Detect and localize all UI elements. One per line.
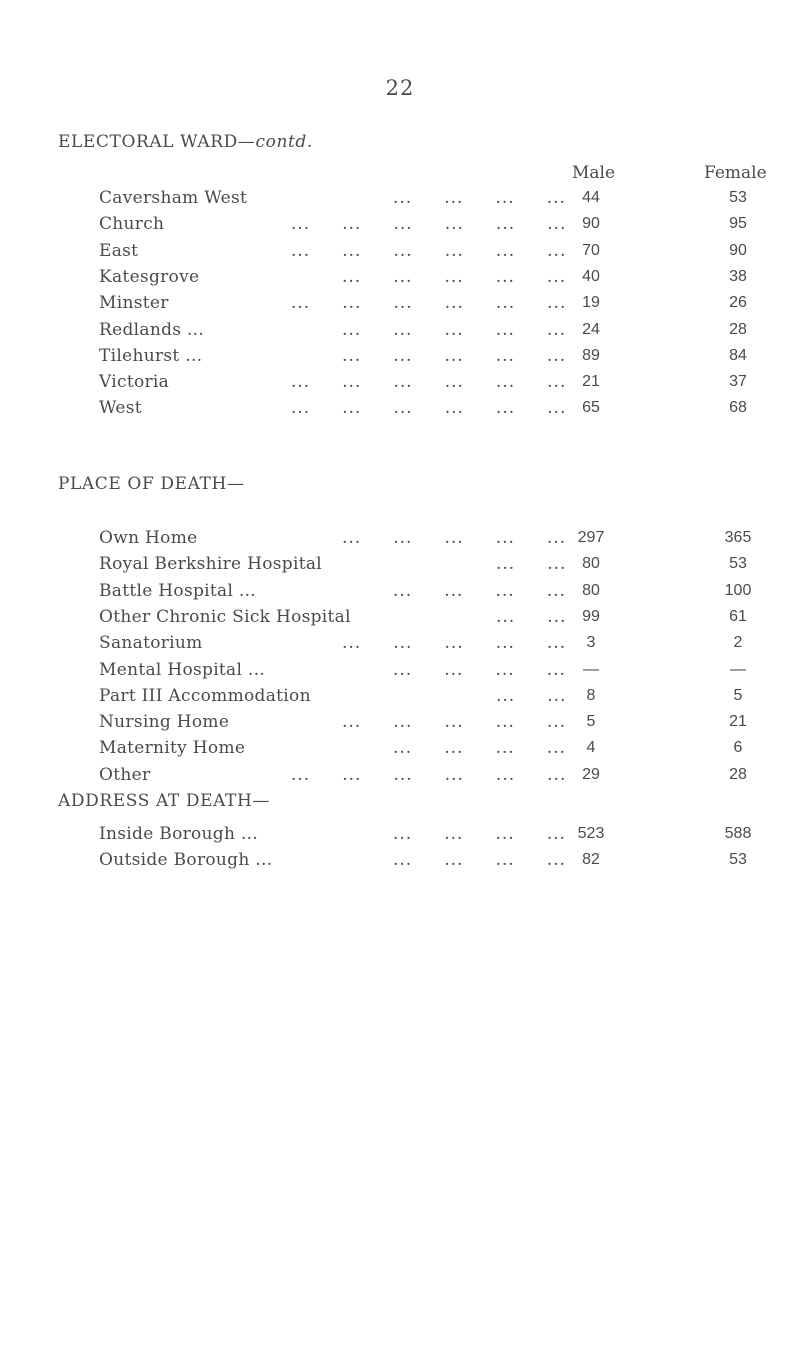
leader-dots: ... ... ... ... ... ...: [291, 214, 567, 235]
male-count: —: [583, 660, 599, 678]
male-count: 44: [582, 189, 600, 206]
leader-dots: ... ... ... ...: [393, 580, 566, 601]
row-label: Church: [99, 214, 165, 235]
leader-dots: ... ... ... ... ... ...: [291, 372, 567, 393]
leader-dots: ... ... ... ...: [393, 188, 566, 208]
leader-dots: ... ... ... ... ...: [342, 266, 567, 287]
leader-dots: ... ... ... ... ...: [342, 319, 567, 340]
row-label: Mental Hospital ...: [99, 659, 266, 680]
leader-dots: ... ... ... ... ...: [342, 712, 567, 733]
leader-dots: ... ...: [496, 554, 567, 575]
male-count: 29: [582, 765, 600, 783]
electoral-ward-heading-contd: contd.: [255, 132, 313, 152]
row-label: Outside Borough ...: [99, 850, 273, 871]
row-label: Nursing Home: [99, 712, 230, 733]
male-count: 65: [582, 399, 600, 417]
female-count: 28: [729, 320, 747, 338]
male-count: 8: [586, 686, 596, 704]
female-count: 37: [729, 373, 747, 391]
female-count: 100: [724, 581, 752, 599]
leader-dots: ... ...: [496, 606, 567, 627]
page-number: 22: [385, 76, 415, 100]
male-count: 90: [582, 215, 600, 233]
table-row: [0, 395, 800, 421]
female-count: 95: [729, 215, 747, 233]
leader-dots: ... ... ... ... ... ...: [291, 240, 567, 261]
table-row: [0, 630, 800, 656]
male-count: 80: [582, 581, 600, 599]
row-label: East: [99, 240, 139, 261]
row-label: Part III Accommodation: [99, 685, 311, 706]
leader-dots: ... ... ... ...: [393, 824, 566, 844]
table-row: [0, 238, 800, 264]
male-count: 4: [586, 739, 596, 757]
table-row: [0, 762, 800, 788]
electoral-ward-heading-text: ELECTORAL WARD—: [58, 132, 256, 152]
leader-dots: ... ... ... ... ... ...: [291, 764, 567, 785]
row-label: Minster: [99, 293, 169, 314]
column-header-female: Female: [704, 163, 767, 183]
female-count: 21: [729, 713, 747, 731]
row-label: Royal Berkshire Hospital: [99, 554, 323, 575]
row-label: West: [99, 398, 142, 419]
male-count: 19: [582, 294, 600, 312]
table-row: [0, 735, 800, 761]
leader-dots: ... ... ... ... ...: [342, 345, 567, 366]
row-label: Tilehurst ...: [99, 345, 203, 366]
table-row: [0, 290, 800, 316]
female-count: 61: [729, 607, 747, 625]
table-row: [0, 317, 800, 343]
place-of-death-heading: PLACE OF DEATH—: [58, 474, 245, 494]
row-label: Maternity Home: [99, 738, 246, 759]
row-label: Caversham West: [99, 188, 248, 208]
address-at-death-heading: ADDRESS AT DEATH—: [58, 791, 270, 811]
female-count: 53: [729, 555, 747, 573]
female-count: 90: [729, 241, 747, 259]
male-count: 24: [582, 320, 600, 338]
row-label: Redlands ...: [99, 319, 205, 340]
table-row: [0, 343, 800, 369]
male-count: 21: [582, 373, 600, 391]
column-header-male: Male: [572, 163, 616, 183]
male-count: 297: [577, 529, 605, 546]
female-count: 53: [729, 189, 747, 206]
table-row: [0, 683, 800, 709]
row-label: Other Chronic Sick Hospital: [99, 606, 351, 627]
male-count: 80: [582, 555, 600, 573]
female-count: 26: [729, 294, 747, 312]
male-count: 40: [582, 267, 600, 285]
table-row: [0, 551, 800, 577]
table-row: [0, 185, 800, 211]
leader-dots: ... ...: [496, 685, 567, 706]
male-count: 523: [577, 825, 605, 842]
leader-dots: ... ... ... ... ...: [342, 633, 567, 654]
table-row: [0, 847, 800, 873]
female-count: 6: [733, 739, 743, 757]
male-count: 70: [582, 241, 600, 259]
male-count: 99: [582, 607, 600, 625]
leader-dots: ... ... ... ... ...: [342, 528, 567, 548]
male-count: 5: [586, 713, 596, 731]
table-row: [0, 211, 800, 237]
female-count: 5: [733, 686, 743, 704]
female-count: 53: [729, 851, 747, 869]
male-count: 89: [582, 346, 600, 364]
female-count: 28: [729, 765, 747, 783]
table-row: [0, 525, 800, 551]
female-count: 2: [733, 634, 743, 652]
table-row: [0, 369, 800, 395]
row-label: Sanatorium: [99, 633, 203, 654]
row-label: Own Home: [99, 528, 198, 548]
electoral-ward-heading: [58, 132, 313, 152]
table-row: [0, 821, 800, 847]
row-label: Katesgrove: [99, 266, 200, 287]
female-count: 68: [729, 399, 747, 417]
leader-dots: ... ... ... ...: [393, 659, 566, 680]
table-row: [0, 709, 800, 735]
table-row: [0, 578, 800, 604]
leader-dots: ... ... ... ... ... ...: [291, 398, 567, 419]
row-label: Inside Borough ...: [99, 824, 259, 844]
female-count: 588: [724, 825, 752, 842]
female-count: 84: [729, 346, 747, 364]
table-row: [0, 604, 800, 630]
leader-dots: ... ... ... ...: [393, 738, 566, 759]
male-count: 3: [586, 634, 596, 652]
leader-dots: ... ... ... ...: [393, 850, 566, 871]
male-count: 82: [582, 851, 600, 869]
female-count: 365: [724, 529, 752, 546]
row-label: Other: [99, 764, 151, 785]
table-row: [0, 657, 800, 683]
leader-dots: ... ... ... ... ... ...: [291, 293, 567, 314]
table-row: [0, 264, 800, 290]
row-label: Victoria: [99, 372, 170, 393]
row-label: Battle Hospital ...: [99, 580, 257, 601]
female-count: 38: [729, 267, 747, 285]
female-count: —: [730, 660, 746, 678]
